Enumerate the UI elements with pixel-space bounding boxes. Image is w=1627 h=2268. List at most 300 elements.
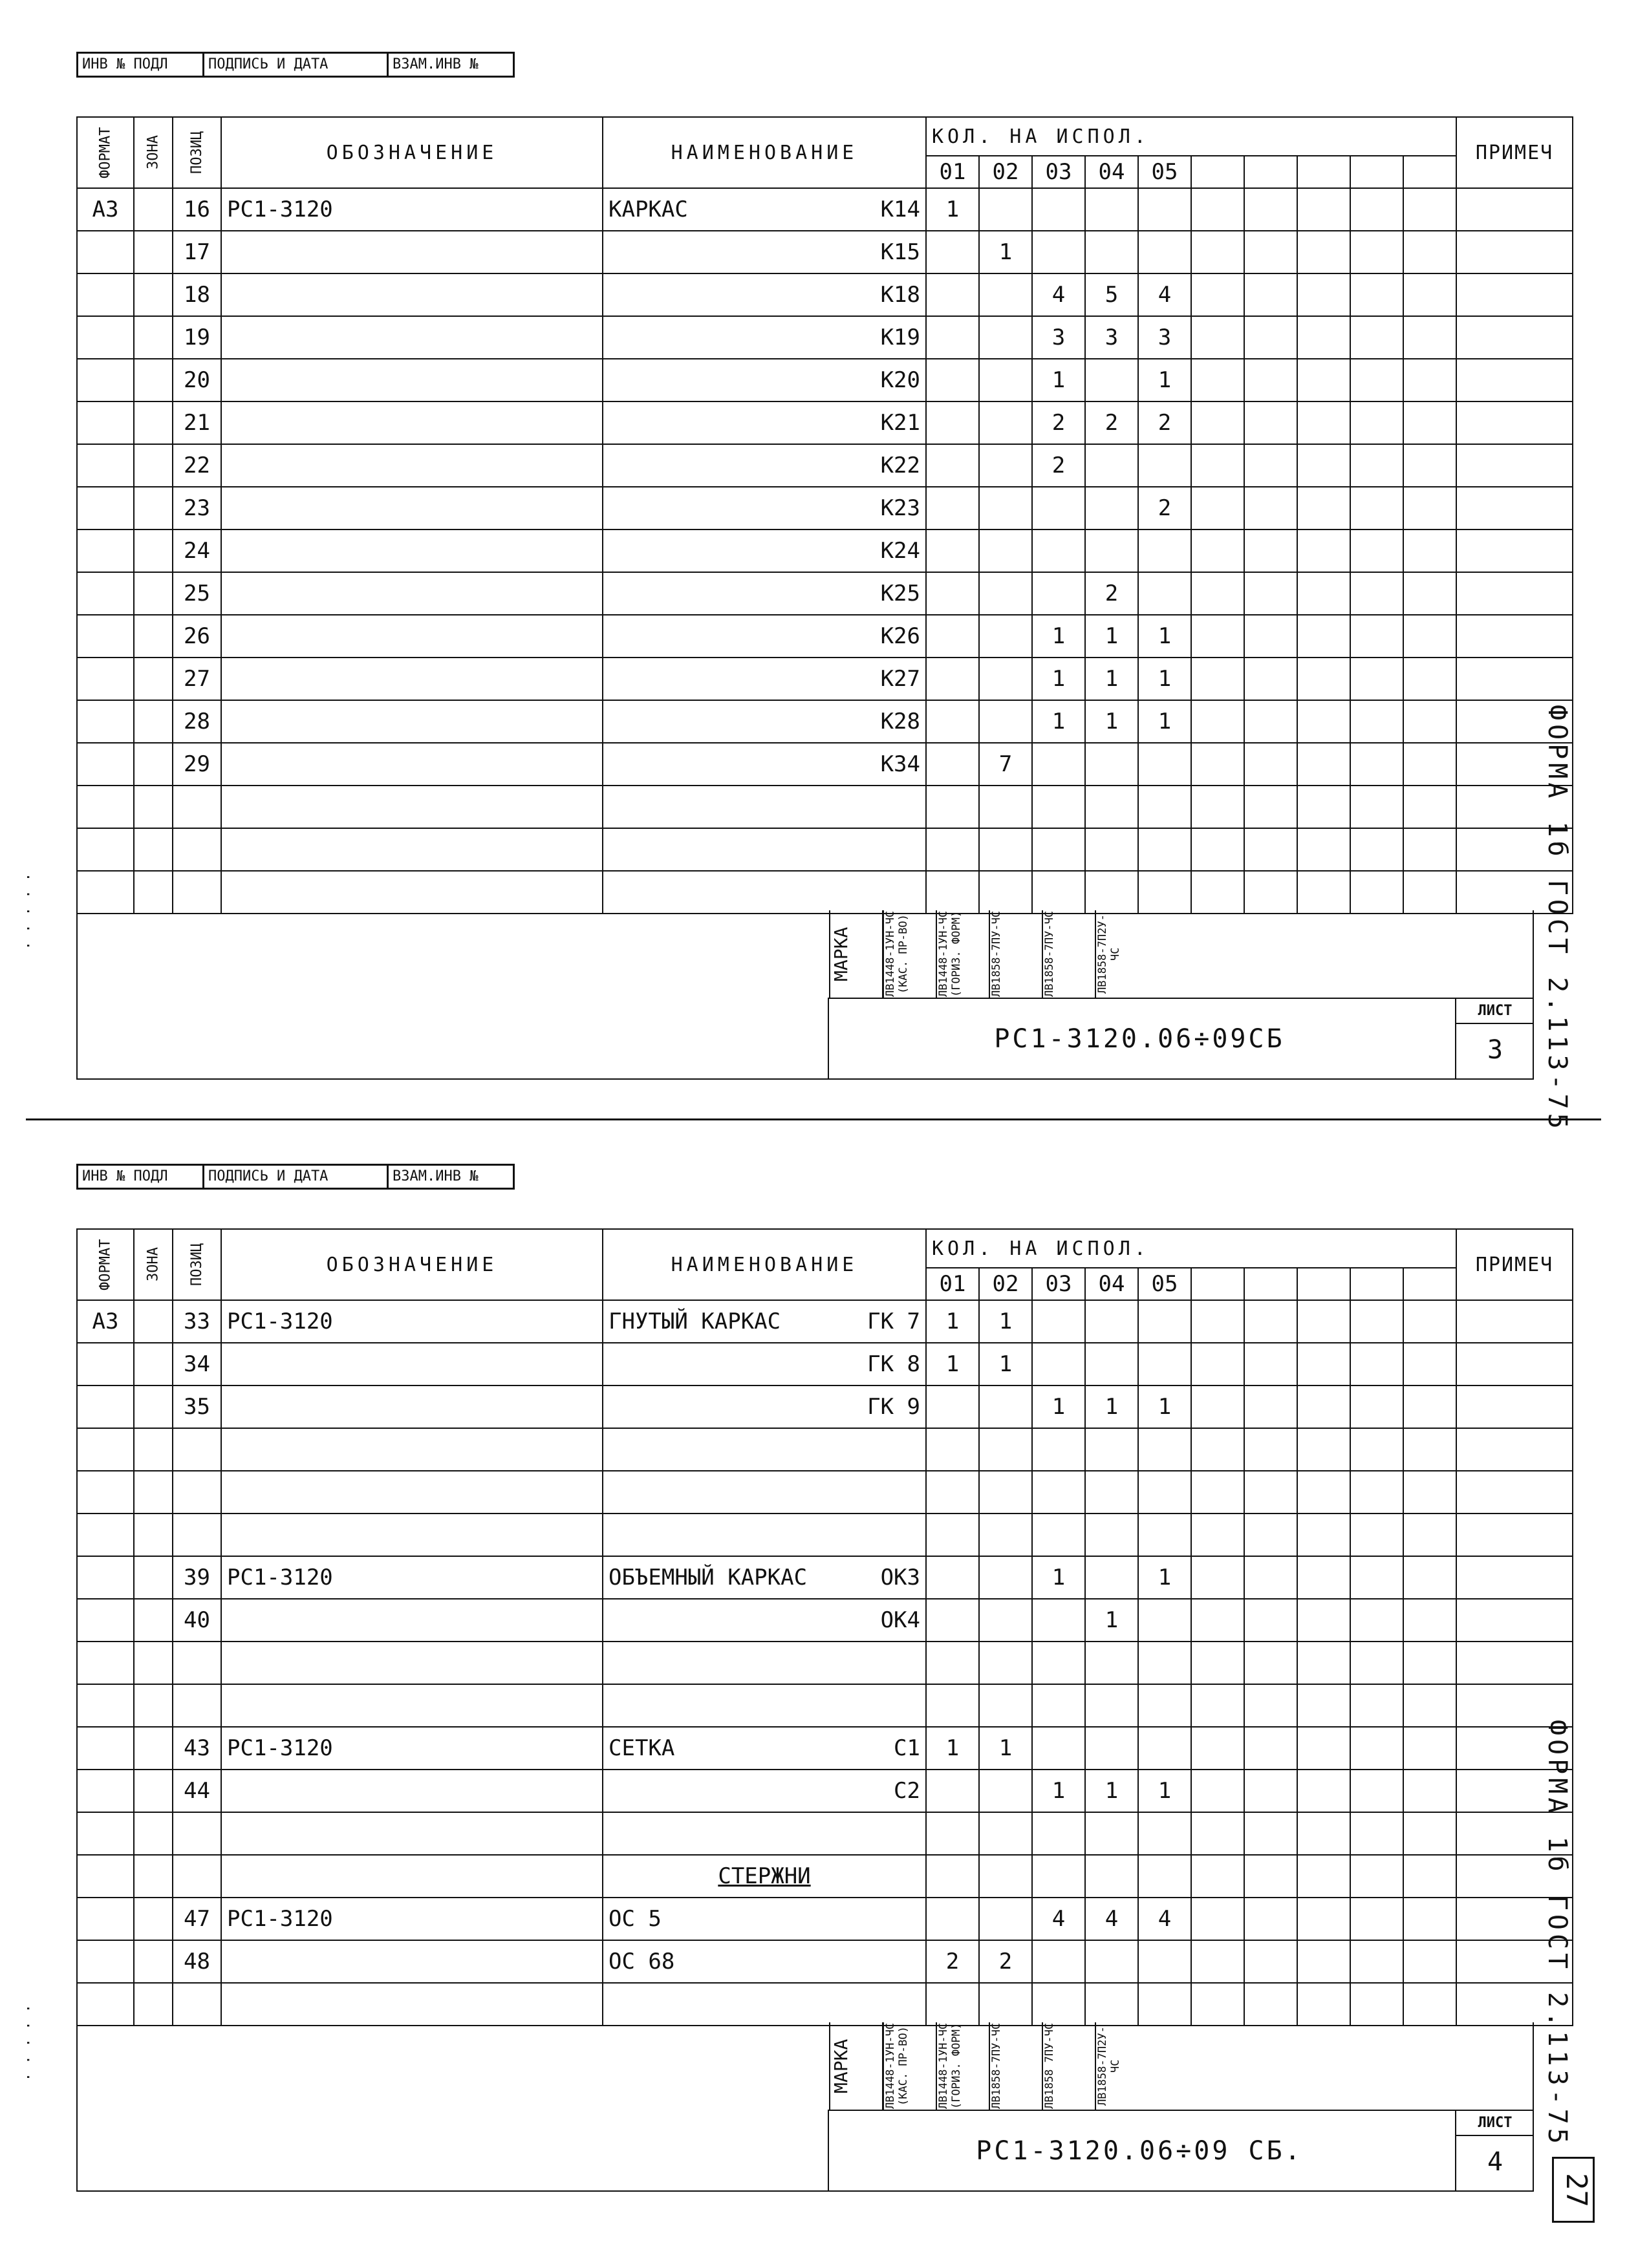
row-qty (1350, 359, 1403, 401)
row-format (77, 828, 134, 871)
col-pos-header: ПОЗИЦ (173, 1229, 221, 1300)
row-qty (1085, 786, 1138, 828)
row-name-text: ГНУТЫЙ КАРКАС (609, 1309, 781, 1334)
col-name-header: НАИМЕНОВАНИЕ (603, 1229, 926, 1300)
row-qty (1191, 1642, 1244, 1684)
row-qty (1191, 1983, 1244, 2026)
row-qty: 4 (1138, 273, 1191, 316)
row-qty: 1 (1085, 1599, 1138, 1642)
row-qty (1403, 1599, 1456, 1642)
row-qty (1085, 231, 1138, 273)
row-qty (979, 1599, 1032, 1642)
row-format (77, 401, 134, 444)
row-qty (1191, 1343, 1244, 1385)
row-qty (979, 1556, 1032, 1599)
row-qty (1297, 231, 1350, 273)
row-qty (1403, 1983, 1456, 2026)
row-pos (173, 1983, 221, 2026)
row-qty (1244, 444, 1297, 487)
table-row (77, 615, 1573, 658)
row-qty: 1 (1032, 1556, 1085, 1599)
row-pos (173, 1428, 221, 1471)
row-name-wrap (609, 325, 920, 350)
row-zone (134, 1898, 173, 1940)
row-qty (1403, 444, 1456, 487)
row-qty (1403, 743, 1456, 786)
row-format (77, 1983, 134, 2026)
row-pos: 23 (173, 487, 221, 530)
table-row (77, 1300, 1573, 1343)
row-qty (1350, 1428, 1403, 1471)
row-name (603, 188, 926, 231)
row-qty (926, 273, 979, 316)
row-designation: РС1-3120 (221, 1556, 603, 1599)
row-note (1456, 273, 1573, 316)
variant-header (1403, 1268, 1456, 1300)
row-pos (173, 871, 221, 914)
row-name-wrap (609, 1949, 920, 1974)
row-qty (1032, 1471, 1085, 1514)
row-qty: 2 (1085, 401, 1138, 444)
brand-item: ЛВ1858-7ПУ-ЧС (1042, 910, 1095, 998)
row-designation (221, 273, 603, 316)
row-pos: 35 (173, 1385, 221, 1428)
row-name (603, 1940, 926, 1983)
brand-label: МАРКА (829, 910, 883, 998)
row-pos: 18 (173, 273, 221, 316)
row-note (1456, 572, 1573, 615)
row-qty (1191, 188, 1244, 231)
row-designation (221, 487, 603, 530)
row-qty (926, 1514, 979, 1556)
sheet-number: 3 (1487, 1035, 1503, 1065)
row-qty (1350, 1770, 1403, 1812)
row-zone (134, 871, 173, 914)
row-qty (1297, 444, 1350, 487)
row-qty (1138, 1599, 1191, 1642)
row-qty: 1 (1032, 658, 1085, 700)
row-zone (134, 1727, 173, 1770)
row-qty (1403, 1898, 1456, 1940)
row-qty (1138, 572, 1191, 615)
row-qty: 1 (926, 1343, 979, 1385)
row-qty (979, 1428, 1032, 1471)
row-designation (221, 359, 603, 401)
row-qty (1032, 530, 1085, 572)
row-qty (1085, 1642, 1138, 1684)
row-note (1456, 1300, 1573, 1343)
row-qty (1403, 1684, 1456, 1727)
row-qty (1297, 786, 1350, 828)
row-designation (221, 1812, 603, 1855)
row-designation (221, 700, 603, 743)
row-qty: 3 (1032, 316, 1085, 359)
row-qty (1297, 1599, 1350, 1642)
row-pos: 29 (173, 743, 221, 786)
row-pos (173, 1855, 221, 1898)
brand-item: ЛВ1858-7П2У-ЧС (1095, 910, 1148, 998)
row-mark: К28 (880, 709, 920, 734)
row-qty (1350, 1471, 1403, 1514)
variant-header: 02 (979, 156, 1032, 188)
table-row (77, 1855, 1573, 1898)
row-mark: К23 (880, 495, 920, 521)
row-qty (979, 1385, 1032, 1428)
row-qty (1403, 316, 1456, 359)
row-qty (926, 1556, 979, 1599)
col-designation-header: ОБОЗНАЧЕНИЕ (221, 1229, 603, 1300)
brand-list (883, 2022, 1148, 2110)
row-qty (1350, 316, 1403, 359)
row-name (603, 572, 926, 615)
table-row (77, 1471, 1573, 1514)
row-name (603, 871, 926, 914)
row-qty (979, 401, 1032, 444)
row-designation (221, 1428, 603, 1471)
table-row (77, 231, 1573, 273)
row-format (77, 658, 134, 700)
row-qty (1403, 231, 1456, 273)
row-name-wrap (609, 453, 920, 478)
sheet-3 (0, 52, 1627, 1151)
row-note (1456, 1428, 1573, 1471)
row-pos: 25 (173, 572, 221, 615)
row-qty (1297, 743, 1350, 786)
row-qty: 1 (979, 1300, 1032, 1343)
row-qty (1403, 1428, 1456, 1471)
row-name (603, 1812, 926, 1855)
row-qty (926, 700, 979, 743)
spec-table (76, 116, 1573, 914)
row-format (77, 359, 134, 401)
row-qty (1138, 743, 1191, 786)
row-qty (1297, 828, 1350, 871)
col-pos-header: ПОЗИЦ (173, 117, 221, 188)
row-mark: К21 (880, 410, 920, 436)
row-qty (1244, 231, 1297, 273)
row-qty: 1 (1138, 1385, 1191, 1428)
row-qty: 1 (1138, 615, 1191, 658)
row-name (603, 1428, 926, 1471)
row-qty (1244, 1556, 1297, 1599)
table-row (77, 658, 1573, 700)
row-qty (926, 743, 979, 786)
spec-table (76, 1228, 1573, 2026)
row-name-wrap (609, 1351, 920, 1377)
row-designation (221, 1684, 603, 1727)
row-format (77, 1770, 134, 1812)
row-qty: 3 (1138, 316, 1191, 359)
row-qty (1297, 658, 1350, 700)
stamp-replaced: ВЗАМ.ИНВ № (387, 52, 515, 78)
row-qty (1403, 1642, 1456, 1684)
row-zone (134, 1556, 173, 1599)
row-qty (1191, 1684, 1244, 1727)
variant-header (1191, 1268, 1244, 1300)
row-pos (173, 786, 221, 828)
row-name-wrap (609, 197, 920, 222)
row-designation (221, 658, 603, 700)
row-qty (1350, 530, 1403, 572)
row-qty (1297, 401, 1350, 444)
row-note (1456, 444, 1573, 487)
row-qty (1244, 1770, 1297, 1812)
row-format (77, 273, 134, 316)
row-name-wrap (609, 410, 920, 436)
row-qty (1244, 615, 1297, 658)
row-name-text: ОС 5 (609, 1906, 662, 1932)
row-qty (1403, 1770, 1456, 1812)
row-pos: 40 (173, 1599, 221, 1642)
row-qty (1244, 658, 1297, 700)
row-qty (1403, 530, 1456, 572)
sheet-number: 4 (1487, 2147, 1503, 2177)
row-qty (979, 1514, 1032, 1556)
header-row (77, 117, 1573, 156)
col-qty-header: КОЛ. НА ИСПОЛ. (926, 1229, 1456, 1268)
row-zone (134, 658, 173, 700)
table-row (77, 1599, 1573, 1642)
row-qty (1403, 1300, 1456, 1343)
col-format-header: ФОРМАТ (77, 1229, 134, 1300)
row-qty (1191, 487, 1244, 530)
row-format: А3 (77, 1300, 134, 1343)
row-pos (173, 1812, 221, 1855)
sheet-box (1455, 999, 1534, 1080)
row-zone (134, 572, 173, 615)
table-row (77, 871, 1573, 914)
row-qty (1350, 700, 1403, 743)
row-qty (1244, 1898, 1297, 1940)
row-qty (1032, 743, 1085, 786)
row-qty (1138, 530, 1191, 572)
row-qty (1297, 871, 1350, 914)
row-qty (1085, 871, 1138, 914)
row-note (1456, 658, 1573, 700)
row-name-wrap (609, 1735, 920, 1761)
row-mark: ОК4 (880, 1607, 920, 1633)
row-qty (1191, 1471, 1244, 1514)
stamp-signature: ПОДПИСЬ И ДАТА (202, 52, 387, 78)
variant-header (1403, 156, 1456, 188)
row-qty (1297, 1556, 1350, 1599)
row-qty (1191, 700, 1244, 743)
row-name-text: ОС 68 (609, 1949, 675, 1974)
row-name (603, 401, 926, 444)
row-zone (134, 316, 173, 359)
row-qty (1085, 188, 1138, 231)
row-qty (1244, 786, 1297, 828)
row-name-wrap (609, 495, 920, 521)
row-pos: 27 (173, 658, 221, 700)
row-qty (1085, 828, 1138, 871)
row-qty: 1 (1032, 1385, 1085, 1428)
row-qty (926, 1855, 979, 1898)
row-name (603, 1599, 926, 1642)
row-format (77, 1514, 134, 1556)
row-name (603, 487, 926, 530)
row-qty (1191, 1385, 1244, 1428)
variant-header (1297, 1268, 1350, 1300)
row-format (77, 1385, 134, 1428)
edge-marks: · · · · · (19, 2004, 36, 2082)
row-qty (1403, 871, 1456, 914)
stamp-replaced: ВЗАМ.ИНВ № (387, 1164, 515, 1190)
variant-header: 04 (1085, 156, 1138, 188)
row-qty (979, 615, 1032, 658)
row-qty (1350, 401, 1403, 444)
row-name (603, 1642, 926, 1684)
row-qty (1032, 572, 1085, 615)
row-name-wrap (609, 1394, 920, 1420)
row-zone (134, 1855, 173, 1898)
variant-header: 01 (926, 1268, 979, 1300)
row-name (603, 1300, 926, 1343)
row-zone (134, 828, 173, 871)
page-divider (26, 1118, 1601, 1120)
variant-header: 03 (1032, 1268, 1085, 1300)
row-qty (1244, 359, 1297, 401)
row-format: А3 (77, 188, 134, 231)
row-format (77, 316, 134, 359)
row-pos: 17 (173, 231, 221, 273)
row-zone (134, 1300, 173, 1343)
row-qty (1350, 487, 1403, 530)
row-mark: С2 (894, 1778, 920, 1804)
row-qty: 2 (979, 1940, 1032, 1983)
variant-header: 03 (1032, 156, 1085, 188)
variant-header: 04 (1085, 1268, 1138, 1300)
row-qty (1191, 1428, 1244, 1471)
sheet-label: ЛИСТ (1456, 2111, 1534, 2136)
row-qty (1297, 1940, 1350, 1983)
row-qty (979, 487, 1032, 530)
row-qty (926, 658, 979, 700)
row-qty (1297, 1385, 1350, 1428)
row-qty (1191, 530, 1244, 572)
row-zone (134, 786, 173, 828)
row-designation (221, 1642, 603, 1684)
row-qty (1138, 1642, 1191, 1684)
row-qty (979, 316, 1032, 359)
row-qty (979, 1898, 1032, 1940)
row-qty (1138, 786, 1191, 828)
row-name-text: СТЕРЖНИ (718, 1863, 811, 1889)
table-row (77, 786, 1573, 828)
page-number: 27 (1552, 2157, 1595, 2223)
row-qty (1297, 273, 1350, 316)
row-qty (1032, 1855, 1085, 1898)
row-qty (1191, 828, 1244, 871)
row-qty (1191, 1940, 1244, 1983)
row-format (77, 1642, 134, 1684)
row-qty (1350, 1514, 1403, 1556)
row-qty (1244, 871, 1297, 914)
row-designation (221, 1940, 603, 1983)
row-mark: К27 (880, 666, 920, 692)
row-qty (979, 188, 1032, 231)
table-row (77, 1940, 1573, 1983)
table-row (77, 743, 1573, 786)
doc-code: РС1-3120.06÷09СБ (994, 1024, 1285, 1054)
row-qty (1350, 828, 1403, 871)
row-note (1456, 1514, 1573, 1556)
row-qty (1085, 1983, 1138, 2026)
brand-item: ЛВ1858 7ПУ-ЧС (1042, 2022, 1095, 2110)
row-mark: ГК 7 (867, 1309, 920, 1334)
variant-header (1350, 156, 1403, 188)
row-designation (221, 828, 603, 871)
row-qty (979, 828, 1032, 871)
row-zone (134, 273, 173, 316)
row-qty (1403, 487, 1456, 530)
row-format (77, 1556, 134, 1599)
row-zone (134, 1343, 173, 1385)
row-qty (1403, 188, 1456, 231)
row-qty (926, 1898, 979, 1940)
row-qty: 1 (1138, 1556, 1191, 1599)
row-qty (1297, 572, 1350, 615)
row-name-wrap (609, 1906, 920, 1932)
row-qty (1350, 1343, 1403, 1385)
row-zone (134, 530, 173, 572)
row-designation (221, 316, 603, 359)
row-format (77, 1428, 134, 1471)
row-qty (926, 828, 979, 871)
row-qty (1297, 1812, 1350, 1855)
row-qty (926, 615, 979, 658)
row-name-wrap (609, 666, 920, 692)
row-qty (1191, 615, 1244, 658)
row-name-text: КАРКАС (609, 197, 688, 222)
row-note (1456, 1385, 1573, 1428)
row-qty (1244, 1642, 1297, 1684)
row-qty (1350, 188, 1403, 231)
row-qty: 1 (1032, 615, 1085, 658)
row-designation (221, 1385, 603, 1428)
row-qty (1403, 1940, 1456, 1983)
row-qty (979, 1642, 1032, 1684)
row-format (77, 1898, 134, 1940)
row-qty (1403, 1514, 1456, 1556)
row-qty (1350, 1642, 1403, 1684)
row-name-wrap (609, 538, 920, 564)
row-qty (926, 487, 979, 530)
row-qty (1138, 1471, 1191, 1514)
row-note (1456, 1556, 1573, 1599)
row-zone (134, 231, 173, 273)
row-qty (1085, 1940, 1138, 1983)
row-qty (1138, 1855, 1191, 1898)
row-designation (221, 1855, 603, 1898)
row-format (77, 1940, 134, 1983)
brand-item: ЛВ1448-1УН-ЧС (КАС. ПР-ВО) (883, 910, 936, 998)
row-qty: 1 (926, 1300, 979, 1343)
row-qty (1350, 1599, 1403, 1642)
row-name (603, 1983, 926, 2026)
row-designation: РС1-3120 (221, 1727, 603, 1770)
row-qty: 7 (979, 743, 1032, 786)
row-qty (1244, 1428, 1297, 1471)
row-designation (221, 615, 603, 658)
row-mark: К15 (880, 239, 920, 265)
row-format (77, 1599, 134, 1642)
row-qty (1191, 572, 1244, 615)
row-name (603, 273, 926, 316)
row-qty (1244, 700, 1297, 743)
brand-item: ЛВ1448-1УН-ЧС (КАС. ПР-ВО) (883, 2022, 936, 2110)
row-mark: К24 (880, 538, 920, 564)
